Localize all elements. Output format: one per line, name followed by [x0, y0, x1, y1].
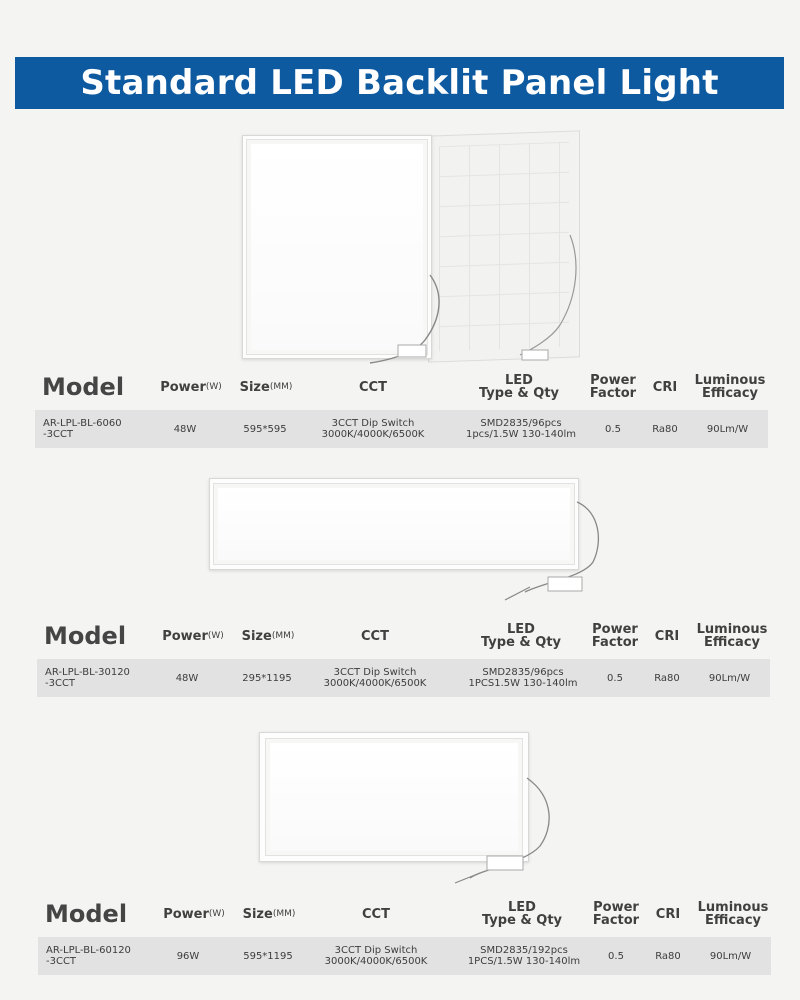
- model-cell: AR-LPL-BL-6060 -3CCT: [43, 418, 122, 440]
- header-led: LED Type & Qty: [481, 900, 563, 928]
- cct-cell: 3CCT Dip Switch 3000K/4000K/6500K: [324, 945, 428, 967]
- page-title: Standard LED Backlit Panel Light: [80, 63, 719, 103]
- header-cct: CCT: [362, 906, 390, 922]
- header-cri: CRI: [655, 906, 681, 922]
- cable-icon: [255, 728, 565, 888]
- cct-cell: 3CCT Dip Switch 3000K/4000K/6500K: [323, 667, 427, 689]
- size-cell: 595*595: [243, 423, 287, 435]
- header-power: Power (W): [162, 628, 224, 644]
- power-cell: 96W: [176, 950, 200, 962]
- header-led: LED Type & Qty: [478, 373, 560, 401]
- power-cell: 48W: [175, 672, 199, 684]
- header-power: Power (W): [160, 379, 222, 395]
- header-model: Model: [42, 372, 125, 401]
- cct-cell: 3CCT Dip Switch 3000K/4000K/6500K: [321, 418, 425, 440]
- power-factor-cell: 0.5: [605, 423, 621, 435]
- header-size: Size (MM): [242, 906, 296, 922]
- led-cell: SMD2835/192pcs 1PCS/1.5W 130-140lm: [467, 945, 581, 967]
- title-banner: [15, 57, 784, 109]
- table-row: [35, 410, 768, 448]
- header-efficacy: Luminous Efficacy: [697, 900, 769, 928]
- led-cell: SMD2835/96pcs 1pcs/1.5W 130-140lm: [465, 418, 577, 440]
- header-power-factor: Power Factor: [589, 373, 637, 401]
- table-row: [38, 937, 771, 975]
- model-cell: AR-LPL-BL-30120 -3CCT: [45, 667, 130, 689]
- header-size: Size (MM): [241, 628, 295, 644]
- size-cell: 295*1195: [242, 672, 292, 684]
- header-efficacy: Luminous Efficacy: [696, 622, 768, 650]
- cri-cell: Ra80: [655, 950, 681, 962]
- product-image-6060: [230, 125, 590, 365]
- cri-cell: Ra80: [652, 423, 678, 435]
- header-power-factor: Power Factor: [591, 622, 639, 650]
- header-size: Size (MM): [239, 379, 293, 395]
- table-row: [37, 659, 770, 697]
- header-power-factor: Power Factor: [592, 900, 640, 928]
- header-cri: CRI: [652, 379, 678, 395]
- led-cell: SMD2835/96pcs 1PCS1.5W 130-140lm: [468, 667, 578, 689]
- power-cell: 48W: [173, 423, 197, 435]
- header-cct: CCT: [361, 628, 389, 644]
- header-power: Power (W): [163, 906, 225, 922]
- header-model: Model: [44, 621, 127, 650]
- cri-cell: Ra80: [654, 672, 680, 684]
- header-cri: CRI: [654, 628, 680, 644]
- power-factor-cell: 0.5: [607, 672, 623, 684]
- model-cell: AR-LPL-BL-60120 -3CCT: [46, 945, 131, 967]
- power-factor-cell: 0.5: [608, 950, 624, 962]
- product-image-60120: [255, 728, 565, 888]
- cable-icon: [230, 125, 590, 365]
- header-led: LED Type & Qty: [480, 622, 562, 650]
- header-efficacy: Luminous Efficacy: [694, 373, 766, 401]
- header-cct: CCT: [359, 379, 387, 395]
- size-cell: 595*1195: [243, 950, 293, 962]
- header-model: Model: [45, 899, 128, 928]
- efficacy-cell: 90Lm/W: [708, 672, 751, 684]
- efficacy-cell: 90Lm/W: [706, 423, 749, 435]
- product-image-30120: [205, 472, 615, 607]
- cable-icon: [205, 472, 615, 607]
- efficacy-cell: 90Lm/W: [709, 950, 752, 962]
